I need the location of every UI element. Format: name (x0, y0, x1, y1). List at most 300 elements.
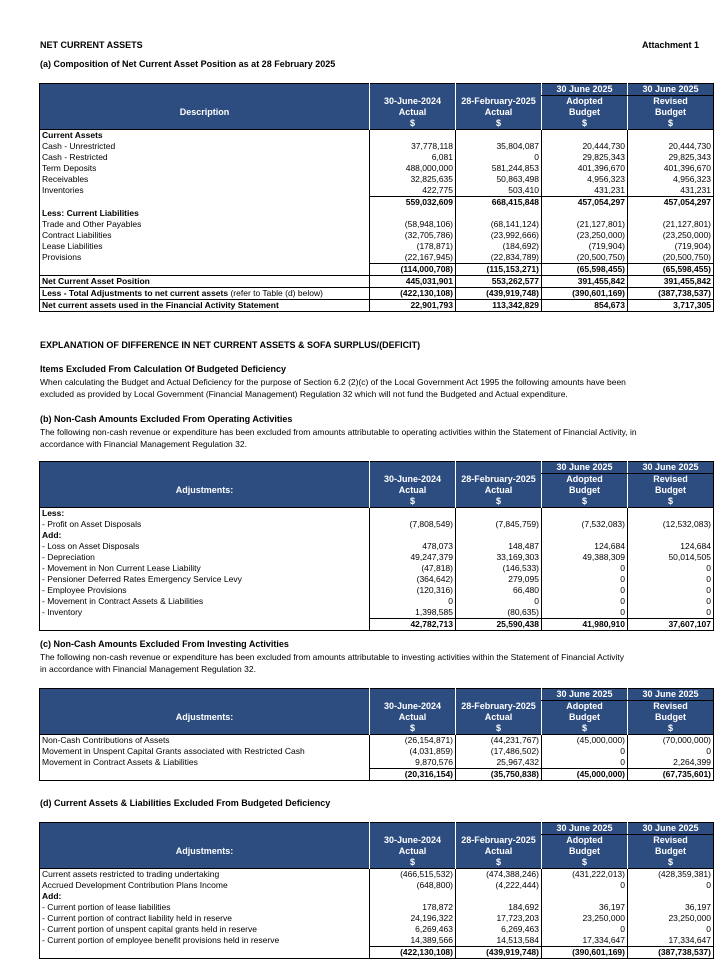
value-cell: 668,415,848 (456, 197, 542, 209)
header-row (40, 701, 714, 713)
table-row (40, 276, 714, 288)
value-cell (370, 891, 456, 902)
value-cell: 148,487 (456, 541, 542, 552)
value-cell: 17,334,647 (628, 935, 714, 947)
table-d (39, 822, 714, 959)
value-cell (370, 208, 456, 219)
column-unit: $ (542, 857, 628, 869)
column-header: Revised (628, 835, 714, 847)
row-label (40, 619, 370, 631)
value-cell: 0 (628, 574, 714, 585)
header-row (40, 823, 714, 835)
value-cell: 503,410 (456, 185, 542, 197)
value-cell: 0 (542, 880, 628, 891)
header-budget-date: 30 June 2025 (542, 689, 628, 701)
section-a-title: (a) Composition of Net Current Asset Position as at 28 February 2025 (40, 59, 336, 69)
row-label (40, 508, 370, 520)
column-header: 30-June-2024 (370, 474, 456, 486)
table-row (40, 935, 714, 947)
row-label-text: Contract Liabilities (42, 230, 112, 240)
row-label-text: - Loss on Asset Disposals (42, 541, 140, 551)
value-cell: 0 (628, 607, 714, 619)
table-row (40, 574, 714, 585)
table-row (40, 141, 714, 152)
column-header: 30-June-2024 (370, 835, 456, 847)
value-cell: 478,073 (370, 541, 456, 552)
value-cell: 0 (542, 585, 628, 596)
value-cell: 124,684 (628, 541, 714, 552)
value-cell: (20,500,750) (628, 252, 714, 264)
section-c-text-line1: The following non-cash revenue or expenditure has been excluded from amounts attributable to investing activities within the Statement of Financial Activity (40, 652, 624, 662)
header-row (40, 857, 714, 869)
header-blank (40, 118, 370, 130)
table-row (40, 530, 714, 541)
row-label-text: - Pensioner Deferred Rates Emergency Service Levy (42, 574, 242, 584)
header-blank (40, 823, 370, 835)
value-cell: (648,800) (370, 880, 456, 891)
table-a (39, 83, 714, 312)
value-cell: 391,455,842 (628, 276, 714, 288)
header-blank (370, 689, 456, 701)
value-cell: 23,250,000 (628, 913, 714, 924)
value-cell: 1,398,585 (370, 607, 456, 619)
table-c (39, 688, 714, 781)
table-row (40, 508, 714, 520)
column-unit: $ (628, 496, 714, 508)
table-row (40, 219, 714, 230)
value-cell: (65,598,455) (542, 264, 628, 276)
value-cell: (32,705,786) (370, 230, 456, 241)
row-label (40, 913, 370, 924)
row-label-text: - Current portion of contract liability held in reserve (42, 913, 232, 923)
row-label (40, 924, 370, 935)
value-cell: (364,642) (370, 574, 456, 585)
row-label-text: - Inventory (42, 607, 83, 618)
column-unit: $ (628, 118, 714, 130)
value-cell: 41,980,910 (542, 619, 628, 631)
row-label (40, 530, 370, 541)
column-header: Budget (628, 485, 714, 496)
value-cell (628, 530, 714, 541)
column-header: 28-February-2025 (456, 96, 542, 108)
table-row (40, 185, 714, 197)
row-label (40, 596, 370, 607)
row-label-text: - Current portion of employee benefit provisions held in reserve (42, 935, 280, 946)
table-b (39, 461, 714, 631)
section-b-title: (b) Non-Cash Amounts Excluded From Operating Activities (40, 414, 293, 424)
column-unit: $ (456, 723, 542, 735)
value-cell: 488,000,000 (370, 163, 456, 174)
value-cell: (47,818) (370, 563, 456, 574)
value-cell: (178,871) (370, 241, 456, 252)
column-unit: $ (628, 857, 714, 869)
value-cell: 553,262,577 (456, 276, 542, 288)
column-unit: $ (542, 118, 628, 130)
value-cell: 50,014,505 (628, 552, 714, 563)
section-b-text-line2: accordance with Financial Management Regulation 32. (40, 439, 247, 449)
value-cell: 0 (542, 757, 628, 769)
table-row (40, 288, 714, 300)
section-c-text-line2: in accordance with Financial Management Regulation 32. (40, 664, 256, 674)
row-label (40, 264, 370, 276)
row-label (40, 130, 370, 142)
value-cell: (7,845,759) (456, 519, 542, 530)
value-cell: 431,231 (542, 185, 628, 197)
value-cell: 457,054,297 (542, 197, 628, 209)
row-label-text: Trade and Other Payables (42, 219, 142, 229)
header-blank (456, 462, 542, 474)
value-cell: 17,723,203 (456, 913, 542, 924)
column-header: Budget (628, 712, 714, 723)
column-unit: $ (542, 723, 628, 735)
column-header: Adopted (542, 835, 628, 847)
row-label (40, 757, 370, 769)
value-cell: 14,389,566 (370, 935, 456, 947)
table-row (40, 241, 714, 252)
value-cell: 6,269,463 (370, 924, 456, 935)
value-cell: 49,388,309 (542, 552, 628, 563)
value-cell: (4,031,859) (370, 746, 456, 757)
value-cell: 2,264,399 (628, 757, 714, 769)
value-cell: (4,222,444) (456, 880, 542, 891)
value-cell: (439,919,748) (456, 288, 542, 300)
value-cell: 33,169,303 (456, 552, 542, 563)
header-blank (370, 823, 456, 835)
row-label-text: Add: (42, 530, 62, 540)
value-cell: 124,684 (542, 541, 628, 552)
row-label-text: Lease Liabilities (42, 241, 103, 251)
value-cell: (65,598,455) (628, 264, 714, 276)
header-blank (40, 689, 370, 701)
column-unit: $ (370, 723, 456, 735)
row-label (40, 197, 370, 209)
column-unit: $ (456, 118, 542, 130)
table-row (40, 769, 714, 781)
value-cell: 23,250,000 (542, 913, 628, 924)
column-header: Actual (370, 485, 456, 496)
column-header: Actual (456, 846, 542, 857)
row-label-text: - Employee Provisions (42, 585, 127, 595)
value-cell: 401,396,670 (542, 163, 628, 174)
row-label-text: Inventories (42, 185, 84, 196)
column-header: 28-February-2025 (456, 474, 542, 486)
row-label (40, 746, 370, 757)
value-cell: (22,167,945) (370, 252, 456, 264)
value-cell: 9,870,576 (370, 757, 456, 769)
row-label-text: Less: Current Liabilities (42, 208, 139, 218)
header-blank (40, 723, 370, 735)
value-cell: (23,250,000) (542, 230, 628, 241)
header-blank (40, 96, 370, 108)
label-column-header: Description (40, 107, 370, 118)
row-label (40, 552, 370, 563)
value-cell: (26,154,871) (370, 735, 456, 747)
header-row (40, 846, 714, 857)
value-cell: (7,532,083) (542, 519, 628, 530)
row-label-text: Current Assets (42, 130, 103, 140)
value-cell: (20,316,154) (370, 769, 456, 781)
value-cell: (719,904) (628, 241, 714, 252)
section-d-title: (d) Current Assets & Liabilities Excluded From Budgeted Deficiency (40, 798, 331, 808)
header-row (40, 474, 714, 486)
value-cell: 37,607,107 (628, 619, 714, 631)
value-cell: 0 (628, 563, 714, 574)
value-cell: (428,359,381) (628, 869, 714, 881)
table-row (40, 563, 714, 574)
value-cell: 0 (542, 746, 628, 757)
value-cell (456, 508, 542, 520)
row-label-text: - Current portion of unspent capital grants held in reserve (42, 924, 257, 934)
value-cell: (387,738,537) (628, 288, 714, 300)
value-cell: 20,444,730 (628, 141, 714, 152)
value-cell: 0 (542, 563, 628, 574)
row-label-text: Movement in Unspent Capital Grants associated with Restricted Cash (42, 746, 305, 756)
header-blank (40, 84, 370, 96)
value-cell: 0 (456, 152, 542, 163)
value-cell: 50,863,498 (456, 174, 542, 185)
header-blank (40, 474, 370, 486)
table-row (40, 197, 714, 209)
column-header: Actual (370, 107, 456, 118)
row-label (40, 208, 370, 219)
column-unit: $ (456, 857, 542, 869)
value-cell: (466,515,532) (370, 869, 456, 881)
row-label-text: Provisions (42, 252, 82, 263)
header-budget-date: 30 June 2025 (628, 462, 714, 474)
row-label (40, 607, 370, 619)
value-cell: (35,750,838) (456, 769, 542, 781)
row-label-text: Non-Cash Contributions of Assets (42, 735, 170, 745)
value-cell: 6,081 (370, 152, 456, 163)
header-budget-date: 30 June 2025 (542, 84, 628, 96)
value-cell: (387,738,537) (628, 947, 714, 959)
value-cell: (23,250,000) (628, 230, 714, 241)
value-cell: (58,948,106) (370, 219, 456, 230)
header-row (40, 723, 714, 735)
value-cell: 0 (628, 746, 714, 757)
header-budget-date: 30 June 2025 (542, 823, 628, 835)
value-cell: (22,834,789) (456, 252, 542, 264)
header-row (40, 835, 714, 847)
value-cell: (114,000,708) (370, 264, 456, 276)
column-header: 30-June-2024 (370, 96, 456, 108)
table-row (40, 152, 714, 163)
header-blank (456, 689, 542, 701)
value-cell (628, 891, 714, 902)
row-label (40, 141, 370, 152)
value-cell: (67,735,601) (628, 769, 714, 781)
value-cell: (20,500,750) (542, 252, 628, 264)
row-label (40, 735, 370, 747)
row-label (40, 300, 370, 312)
value-cell: (21,127,801) (542, 219, 628, 230)
value-cell: 0 (456, 596, 542, 607)
column-header: Actual (456, 485, 542, 496)
row-label (40, 241, 370, 252)
header-blank (40, 462, 370, 474)
table-row (40, 757, 714, 769)
value-cell: 422,775 (370, 185, 456, 197)
row-label-text: - Movement in Non Current Lease Liability (42, 563, 201, 573)
section-c-title: (c) Non-Cash Amounts Excluded From Investing Activities (40, 639, 289, 649)
column-header: 28-February-2025 (456, 701, 542, 713)
section-c-text (40, 651, 720, 675)
value-cell (456, 208, 542, 219)
column-header: Adopted (542, 474, 628, 486)
value-cell: 581,244,853 (456, 163, 542, 174)
value-cell (456, 530, 542, 541)
row-label-text: Accrued Development Contribution Plans Income (42, 880, 228, 890)
column-unit: $ (370, 118, 456, 130)
value-cell: 29,825,343 (628, 152, 714, 163)
value-cell: 35,804,087 (456, 141, 542, 152)
table-row (40, 880, 714, 891)
value-cell: 3,717,305 (628, 300, 714, 312)
row-label (40, 230, 370, 241)
value-cell: 25,967,432 (456, 757, 542, 769)
value-cell: (70,000,000) (628, 735, 714, 747)
column-header: 30-June-2024 (370, 701, 456, 713)
column-header: Actual (456, 107, 542, 118)
row-label (40, 869, 370, 881)
header-budget-date: 30 June 2025 (542, 462, 628, 474)
table-row (40, 913, 714, 924)
row-label (40, 219, 370, 230)
value-cell: (390,601,169) (542, 288, 628, 300)
table-row (40, 607, 714, 619)
column-header: Actual (370, 712, 456, 723)
row-label-text: - Profit on Asset Disposals (42, 519, 142, 529)
value-cell (456, 130, 542, 142)
row-label-suffix: (refer to Table (d) below) (228, 288, 323, 298)
header-blank (370, 462, 456, 474)
value-cell: 431,231 (628, 185, 714, 197)
value-cell: 25,590,438 (456, 619, 542, 631)
table-row (40, 163, 714, 174)
header-row (40, 689, 714, 701)
value-cell: (146,533) (456, 563, 542, 574)
column-header: Actual (370, 846, 456, 857)
header-blank (40, 835, 370, 847)
header-blank (370, 84, 456, 96)
items-excluded-title: Items Excluded From Calculation Of Budgeted Deficiency (40, 364, 287, 374)
column-unit: $ (456, 496, 542, 508)
header-blank (456, 84, 542, 96)
value-cell (542, 508, 628, 520)
table-row (40, 552, 714, 563)
value-cell: 0 (628, 924, 714, 935)
table-row (40, 252, 714, 264)
row-label (40, 252, 370, 264)
header-row (40, 496, 714, 508)
value-cell: 0 (628, 880, 714, 891)
value-cell: 29,825,343 (542, 152, 628, 163)
value-cell: 6,269,463 (456, 924, 542, 935)
value-cell: 457,054,297 (628, 197, 714, 209)
value-cell: (120,316) (370, 585, 456, 596)
column-unit: $ (370, 496, 456, 508)
table-row (40, 130, 714, 142)
section-b-text-line1: The following non-cash revenue or expenditure has been excluded from amounts attributable to operating activities within the Statement of Financial Activity, in (40, 427, 637, 437)
column-header: Budget (628, 846, 714, 857)
header-blank (40, 701, 370, 713)
table-row (40, 924, 714, 935)
value-cell: 113,342,829 (456, 300, 542, 312)
value-cell: (12,532,083) (628, 519, 714, 530)
header-budget-date: 30 June 2025 (628, 689, 714, 701)
row-label (40, 185, 370, 197)
row-label-text: Term Deposits (42, 163, 97, 173)
section-b-text (40, 426, 720, 450)
value-cell: 178,872 (370, 902, 456, 913)
value-cell: (184,692) (456, 241, 542, 252)
header-blank (40, 857, 370, 869)
value-cell: 32,825,635 (370, 174, 456, 185)
value-cell: 66,480 (456, 585, 542, 596)
header-row (40, 712, 714, 723)
row-label (40, 902, 370, 913)
column-unit: $ (542, 496, 628, 508)
table-row (40, 869, 714, 881)
row-label (40, 541, 370, 552)
row-label-text: Less: (42, 508, 65, 518)
table-row (40, 174, 714, 185)
row-label (40, 152, 370, 163)
value-cell: 0 (628, 585, 714, 596)
value-cell: (44,231,767) (456, 735, 542, 747)
value-cell: 4,956,323 (628, 174, 714, 185)
header-row (40, 118, 714, 130)
value-cell: (439,919,748) (456, 947, 542, 959)
value-cell: (45,000,000) (542, 735, 628, 747)
column-header: 28-February-2025 (456, 835, 542, 847)
value-cell: (17,486,502) (456, 746, 542, 757)
row-label-text: Current assets restricted to trading undertaking (42, 869, 220, 879)
value-cell: 24,196,322 (370, 913, 456, 924)
header-row (40, 462, 714, 474)
row-label (40, 519, 370, 530)
explanation-title: EXPLANATION OF DIFFERENCE IN NET CURRENT ASSETS & SOFA SURPLUS/(DEFICIT) (40, 340, 421, 350)
table-row (40, 735, 714, 747)
attachment-label: Attachment 1 (641, 40, 699, 50)
value-cell: 22,901,793 (370, 300, 456, 312)
row-label-text: Net current assets used in the Financial Activity Statement (42, 300, 279, 310)
value-cell: 36,197 (628, 902, 714, 913)
value-cell (370, 130, 456, 142)
column-header: Revised (628, 701, 714, 713)
value-cell: (719,904) (542, 241, 628, 252)
value-cell: 36,197 (542, 902, 628, 913)
row-label-text: Cash - Restricted (42, 152, 108, 162)
header-row (40, 84, 714, 96)
value-cell: (80,635) (456, 607, 542, 619)
column-header: Adopted (542, 701, 628, 713)
row-label-text: - Movement in Contract Assets & Liabilities (42, 596, 204, 606)
header-row (40, 485, 714, 496)
column-header: Actual (456, 712, 542, 723)
value-cell: (422,130,108) (370, 947, 456, 959)
header-row (40, 107, 714, 118)
column-header: Revised (628, 96, 714, 108)
row-label-text: Net Current Asset Position (42, 276, 150, 286)
row-label (40, 174, 370, 185)
table-row (40, 208, 714, 219)
value-cell: (68,141,124) (456, 219, 542, 230)
column-header: Revised (628, 474, 714, 486)
row-label (40, 563, 370, 574)
column-header: Budget (542, 846, 628, 857)
column-unit: $ (628, 723, 714, 735)
